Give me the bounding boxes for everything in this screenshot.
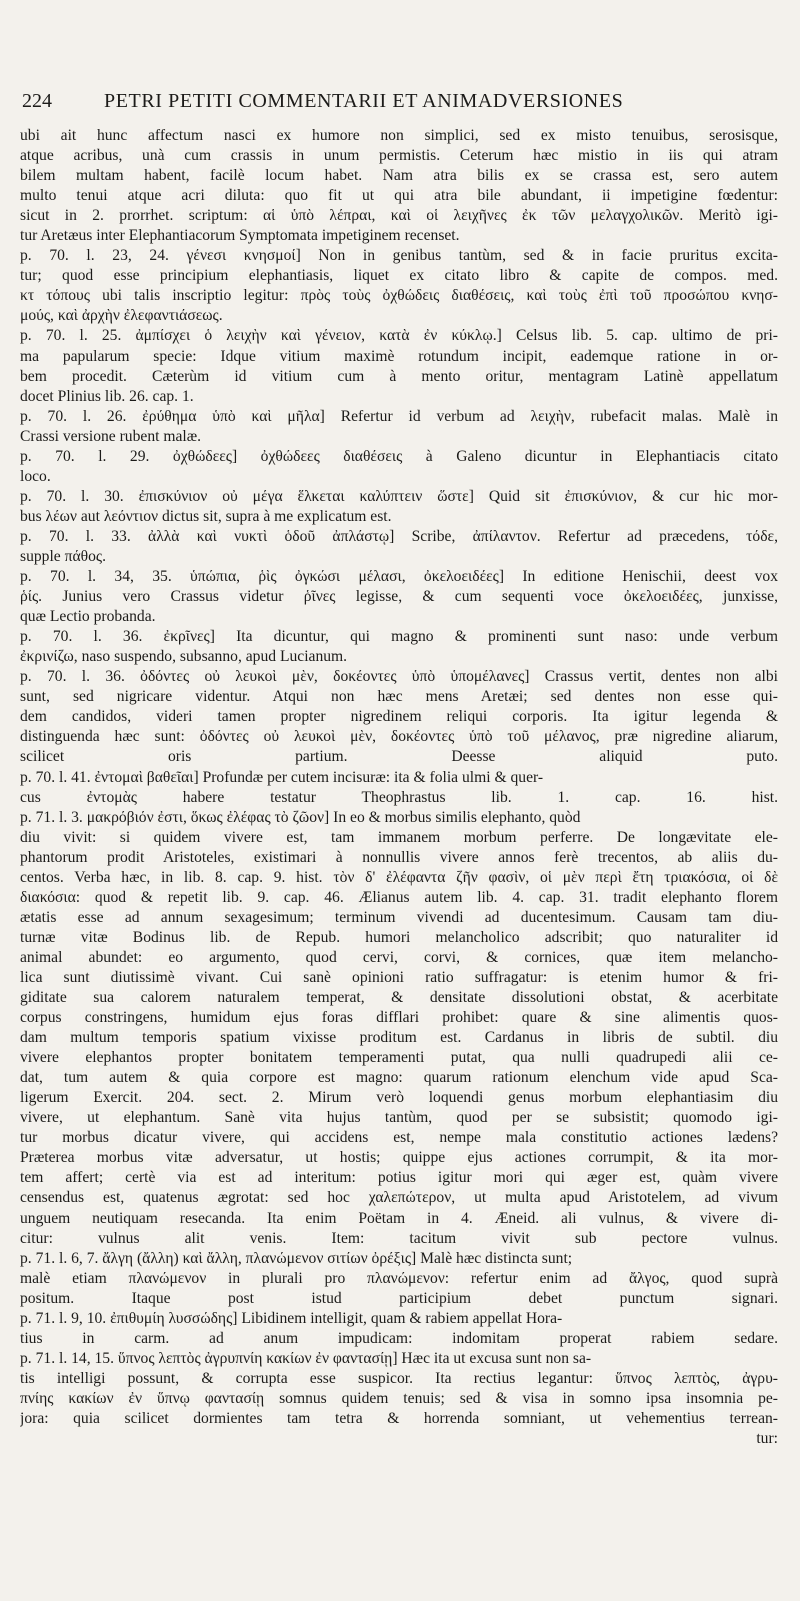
commentary-text: [20, 126, 778, 1449]
text-line: atque acribus, unà cum crassis in unum permistis. Ceterum hæc mistio in iis qui atram: [20, 147, 778, 165]
text-line: giditate sua calorem naturalem temperat, & densitate dissolutioni obstat, & acerbitate: [20, 989, 778, 1007]
running-title: PETRI PETITI COMMENTARII ET ANIMADVERSIONES: [104, 90, 624, 112]
page-number: 224: [22, 90, 52, 112]
text-line: bem procedit. Cæterùm id vitium cum à mento oritur, mentagram Latinè appellatum: [20, 367, 778, 385]
text-line: jora: quia scilicet dormientes tam tetra & horrenda somniant, ut vehementius terrean-: [20, 1410, 778, 1427]
text-line: unguem neutiquam resecanda. Ita enim Poëtam in 4. Æneid. ali vulnus, & vivere di-: [20, 1209, 778, 1227]
text-line: multo tenui atque acri diluta: quo fit ut qui atra bile abundant, ii impetigine fœdentur:: [20, 187, 778, 205]
text-line: dat, tum autem & quia corpore est magno: quarum rationum elenchum vide apud Sca-: [20, 1069, 778, 1087]
text-line: p. 70. l. 29. ὀχθώδεες] ὀχθώδεες διαθέσεις à Galeno dicuntur in Elephantiacis citato: [20, 447, 778, 465]
text-line: ma papularum specie: Idque vitium maximè rotundum incipit, eademque ratione in or-: [20, 347, 778, 365]
text-line: ligerum Exercit. 204. sect. 2. Mirum verò loquendi genus morbum elephantiasim diu: [20, 1089, 778, 1107]
text-line: p. 70. l. 33. ἀλλὰ καὶ νυκτὶ ὁδοῦ ἀπλάστῳ] Scribe, ἀπίλαντον. Refertur ad præcedens, τόδε,: [20, 527, 778, 545]
text-line: corpus constringens, humidum ejus foras difflari prohibet: quare & sine alimentis quos-: [20, 1009, 778, 1027]
text-line: animal abundet: eo argumento, quod cervi, corvi, & cornices, quæ item melancho-: [20, 948, 778, 966]
text-line: διακόσια: quod & repetit lib. 9. cap. 46. Ælianus autem lib. 4. cap. 31. tradit elephanto florem: [20, 888, 778, 906]
text-line: sunt, sed nigricare videntur. Atqui non hæc mens Aretæi; sed dentes non esse qui-: [20, 688, 778, 706]
text-line: κτ τόπους ubi talis inscriptio legitur: πρὸς τοὺς ὀχθώδεις διαθέσεις, καὶ τοὺς ἐπὶ τοῦ προσώπου κνησ-: [20, 287, 778, 305]
text-line: quæ Lectio probanda.: [20, 608, 156, 626]
text-line: p. 71. l. 3. μακρόβιόν ἐστι, ὅκως ἐλέφας τὸ ζῶον] In eo & morbus similis elephanto, quòd: [20, 808, 581, 826]
text-line: positum. Itaque post istud participium debet punctum signari.: [20, 1289, 778, 1307]
text-line: tem affert; certè via est ad interitum: potius igitur mori qui æger est, quàm vivere: [20, 1169, 778, 1187]
text-line: censendus est, quatenus ægrotat: sed hoc χαλεπώτερον, ut multa apud Aristotelem, ad vivum: [20, 1189, 778, 1207]
text-line: loco.: [20, 467, 51, 485]
text-line: malè etiam πλανώμενον in plurali pro πλανώμενον: refertur enim ad ἄλγος, quod suprà: [20, 1269, 778, 1287]
text-line: ubi ait hunc affectum nasci ex humore non simplici, sed ex misto tenuibus, serosisque,: [20, 127, 778, 144]
text-line: citur: vulnus alit venis. Item: tacitum vivit sub pectore vulnus.: [20, 1229, 778, 1247]
text-line: supple πάθος.: [20, 547, 106, 565]
text-line: lica sunt diutissimè vivant. Cui sanè opinioni ratio suffragatur: is etenim humor & fri-: [20, 968, 778, 986]
text-line: tius in carm. ad anum impudicam: indomitam properat rabiem sedare.: [20, 1329, 778, 1347]
text-line: p. 70. l. 26. ἐρύθημα ὑπὸ καὶ μῆλα] Refertur id verbum ad λειχὴν, rubefacit malas. Malè in: [20, 407, 778, 425]
text-line: sicut in 2. prorrhet. scriptum: αἱ ὑπὸ λέπραι, καὶ οἱ λειχῆνες ἐκ τῶν μελαγχολικῶν. Meritò igi-: [20, 207, 778, 225]
text-line: vivere elephantos propter bonitatem temperamenti putat, qua nulli quadrupedi alii ce-: [20, 1049, 778, 1067]
text-line: centos. Verba hæc, in lib. 8. cap. 9. hist. τὸν δ' ἐλέφαντα ζῆν φασὶν, οἱ μὲν περὶ ἔτη τριακόσια, οἱ δὲ: [20, 868, 778, 886]
text-line: p. 70. l. 30. ἐπισκύνιον οὐ μέγα ἕλκεται καλύπτειν ὥστε] Quid sit ἐπισκύνιον, & cur hic mor-: [20, 487, 778, 505]
text-line: ætatis esse ad annum sexagesimum; terminum vivendi ad ducentesimum. Causam tam diu-: [20, 908, 778, 926]
text-line: phantorum prodit Aristoteles, existimari à nonnullis vivere annos ferè trecentos, ab aliis du-: [20, 848, 778, 866]
text-line: πνίης κακίων ἐν ὕπνῳ φαντασίῃ somnus quidem tenuis; sed & visa in somno ipsa insomnia pe-: [20, 1389, 778, 1407]
text-line: p. 70. l. 25. ἀμπίσχει ὁ λειχὴν καὶ γένειον, κατὰ ἐν κύκλῳ.] Celsus lib. 5. cap. ultimo de pri-: [20, 327, 778, 345]
text-line: Præterea morbus vitæ adversatur, ut hostis; quippe ejus actiones corrumpit, & ita mor-: [20, 1149, 778, 1167]
text-line: p. 70. l. 23, 24. γένεσι κνησμοί] Non in genibus tantùm, sed & in facie pruritus excita-: [20, 247, 778, 265]
text-line: tis intelligi possunt, & corrupta esse suspicor. Ita rectius legantur: ὕπνος λεπτὸς, ἀγρυ-: [20, 1369, 778, 1387]
text-line: p. 71. l. 9, 10. ἐπιθυμίη λυσσώδης] Libidinem intelligit, quam & rabiem appellat Hora-: [20, 1309, 563, 1327]
text-line: tur morbus dicatur vivere, qui accidens est, nempe mala constitutio actiones lædens?: [20, 1129, 778, 1147]
text-line: scilicet oris partium. Deesse aliquid puto.: [20, 748, 778, 766]
text-line: μούς, καὶ ἀρχὴν ἐλεφαντιάσεως.: [20, 307, 223, 325]
text-line: bus λέων aut λεόντιον dictus sit, supra à me explicatum est.: [20, 507, 392, 525]
text-line: p. 70. l. 36. ὀδόντες οὐ λευκοὶ μὲν, δοκέοντες ὑπὸ ὑπομέλανες] Crassus vertit, dentes non albi: [20, 668, 778, 686]
text-line: p. 70. l. 36. ἐκρῖνες] Ita dicuntur, qui magno & prominenti sunt naso: unde verbum: [20, 628, 778, 646]
text-line: tur:: [756, 1430, 778, 1448]
text-line: p. 70. l. 34, 35. ὑπώπια, ῥὶς ὀγκώσι μέλασι, ὀκελοειδέες] In editione Henischii, deest vox: [20, 568, 778, 586]
text-line: docet Plinius lib. 26. cap. 1.: [20, 387, 194, 405]
text-line: distinguenda hæc sunt: ὀδόντες οὐ λευκοὶ μὲν, δοκέοντες ὑπὸ τοῦ μέλανος, præ nigredine aliarum,: [20, 728, 778, 746]
page-header: [20, 90, 778, 124]
text-line: dam multum temporis spatium vixisse proditum est. Cardanus in libris de subtil. diu: [20, 1029, 778, 1047]
text-line: dem candidos, videri tamen propter nigredinem reliqui corporis. Ita igitur legenda &: [20, 708, 778, 726]
text-line: p. 71. l. 14, 15. ὕπνος λεπτὸς ἀγρυπνίη κακίων ἐν φαντασίῃ] Hæc ita ut excusa sunt non sa-: [20, 1349, 592, 1367]
text-line: diu vivit: si quidem vivere est, tam immanem morbum perferre. De longævitate ele-: [20, 828, 778, 846]
text-line: p. 71. l. 6, 7. ἄλγη (ἄλλη) καὶ ἄλλη, πλανώμενον σιτίων ὀρέξις] Malè hæc distincta sunt;: [20, 1249, 573, 1267]
text-line: bilem multam habent, facilè locum habet. Nam atra bilis ex se crassa est, sero autem: [20, 167, 778, 185]
text-line: cus ἐντομὰς habere testatur Theophrastus lib. 1. cap. 16. hist.: [20, 788, 778, 806]
text-line: ἐκρινίζω, naso suspendo, subsanno, apud Lucianum.: [20, 648, 348, 666]
text-line: turnæ vitæ Bodinus lib. de Repub. humori melancholico adscribit; quo naturaliter id: [20, 928, 778, 946]
text-line: ῥίς. Junius vero Crassus videtur ῥῖνες legisse, & cum sequenti voce ὀκελοειδέες, junxisse,: [20, 588, 778, 606]
text-line: vivere, ut elephantum. Sanè vita hujus tantùm, quod per se subsistit; quomodo igi-: [20, 1109, 778, 1127]
text-line: tur; quod esse principium elephantiasis, liquet ex citato libro & capite de compos. med.: [20, 267, 778, 285]
text-line: tur Aretæus inter Elephantiacorum Symptomata impetiginem recenset.: [20, 227, 460, 245]
text-line: Crassi versione rubent malæ.: [20, 427, 202, 445]
text-line: p. 70. l. 41. ἐντομαὶ βαθεῖαι] Profundæ per cutem incisuræ: ita & folia ulmi & quer-: [20, 768, 544, 786]
